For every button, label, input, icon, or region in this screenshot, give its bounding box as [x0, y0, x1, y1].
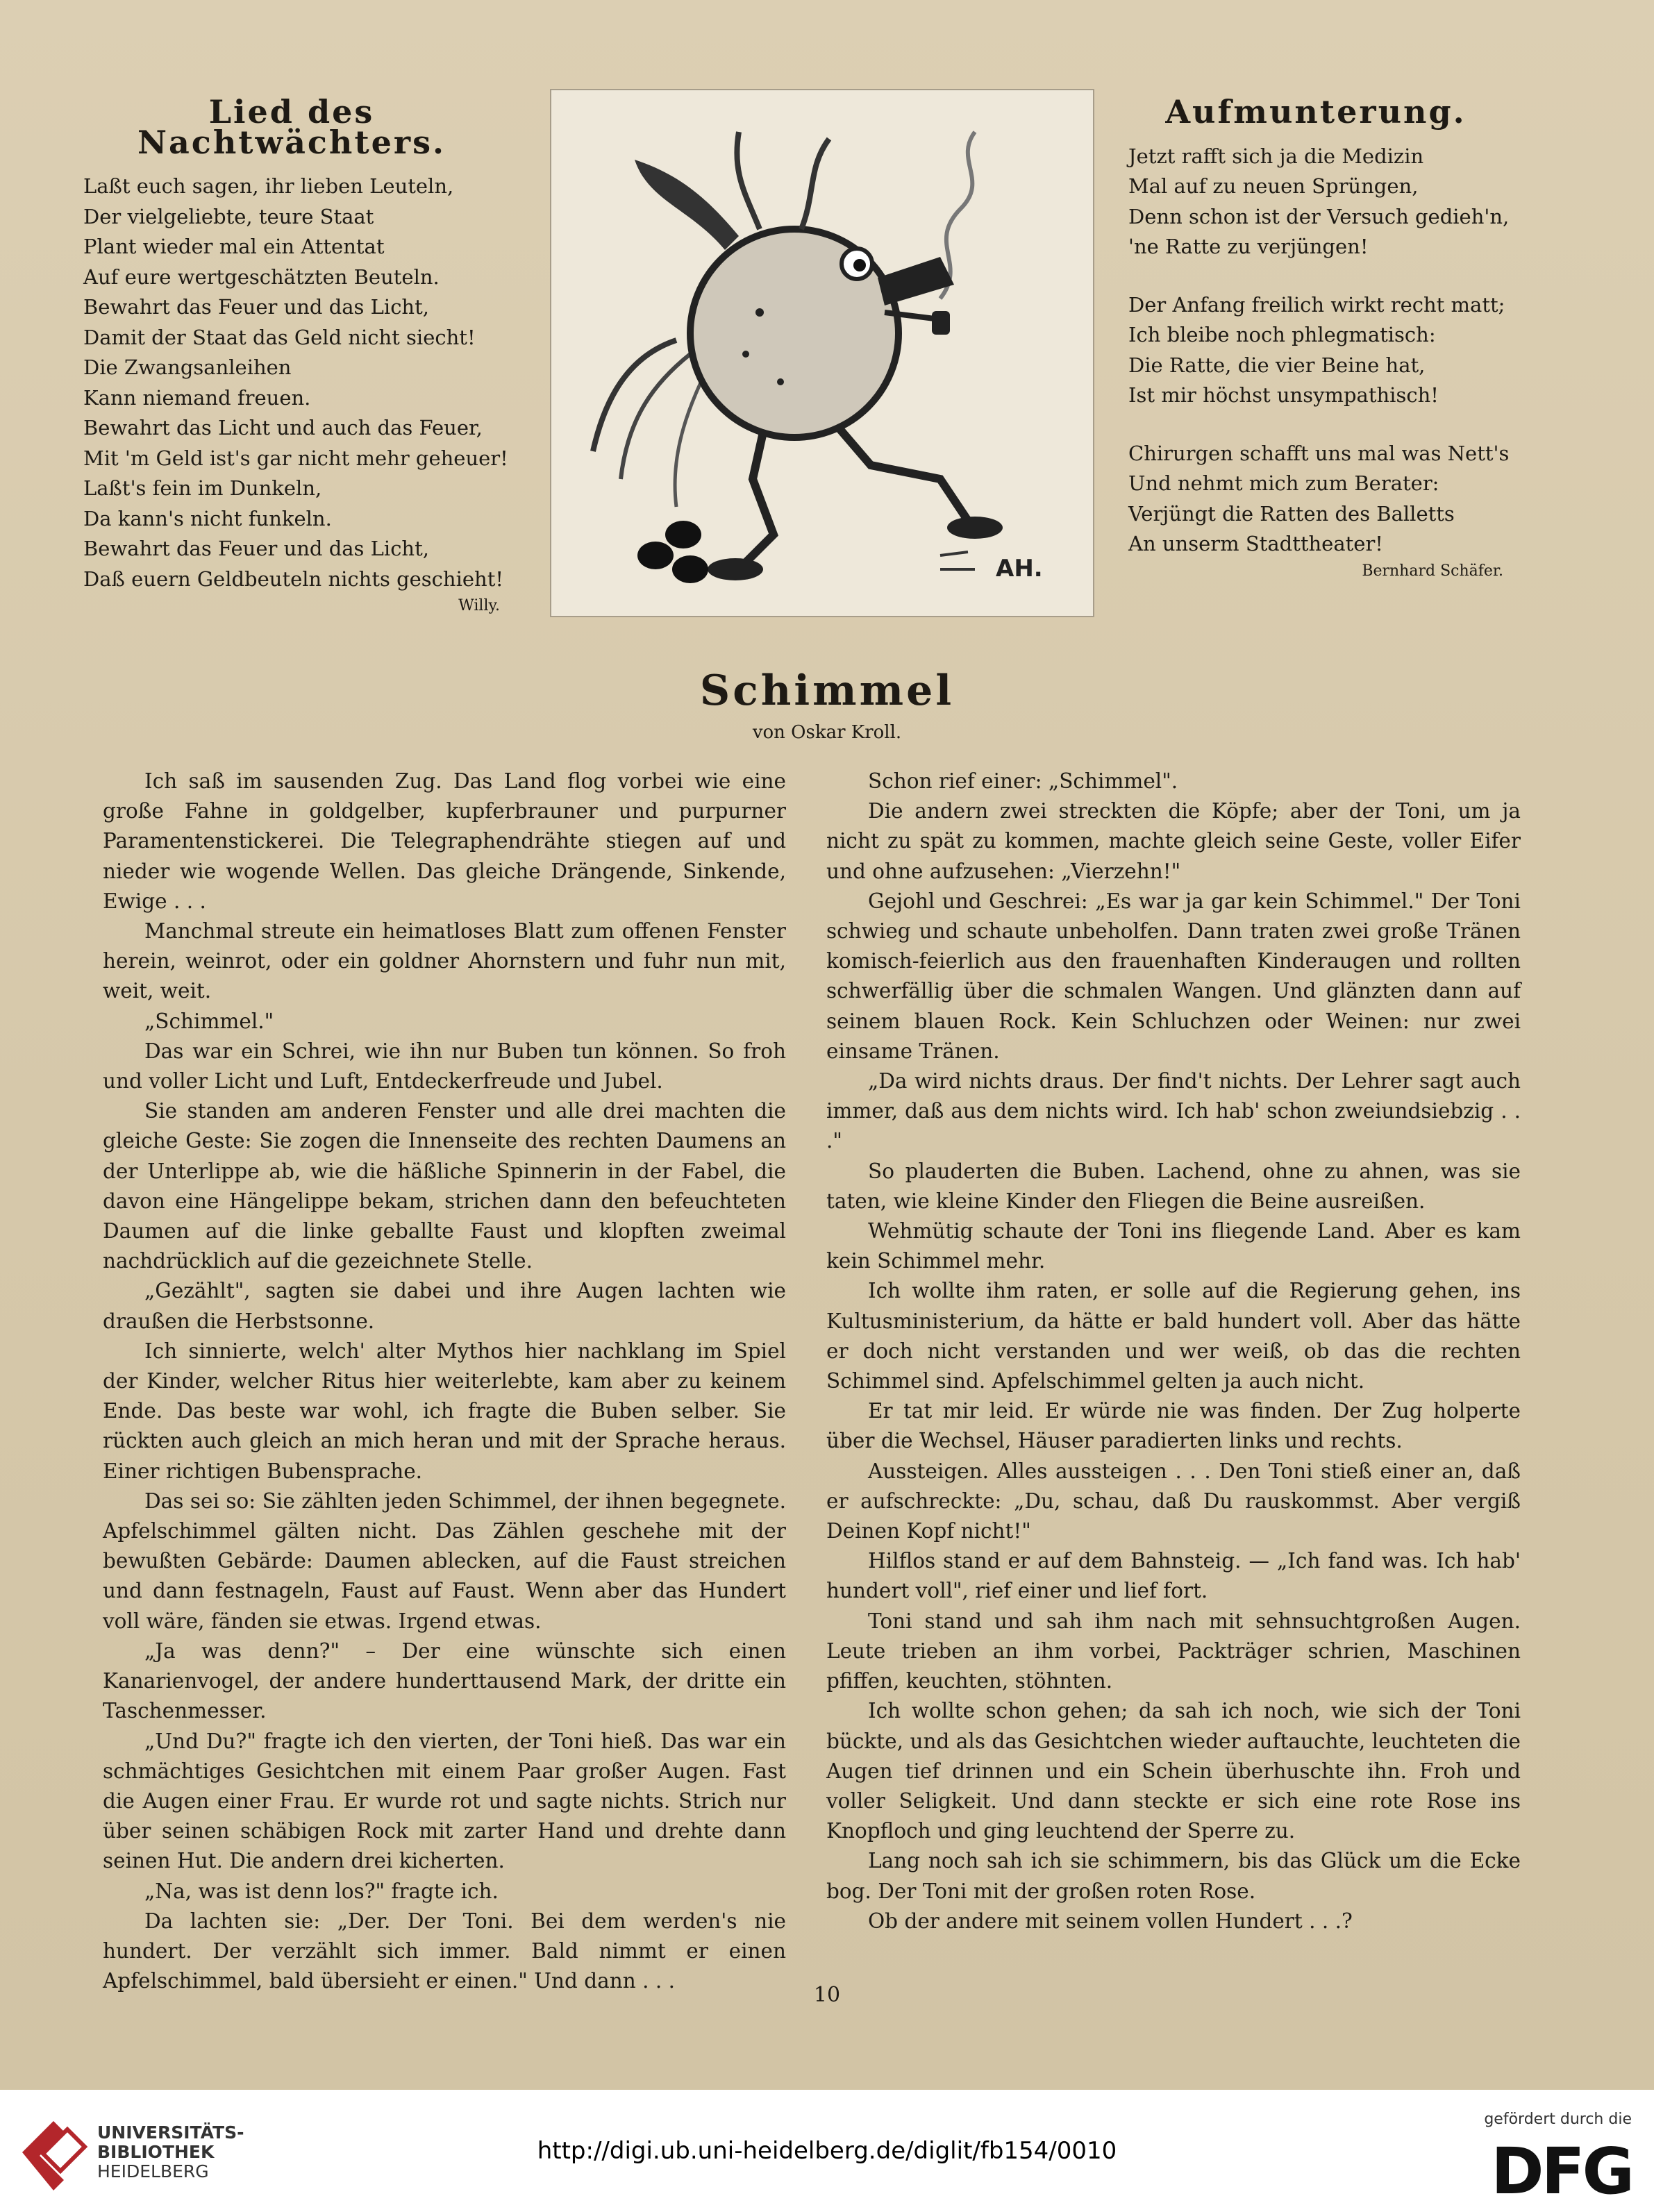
story-paragraph: „Schimmel." [144, 1009, 274, 1033]
poem-line: Bewahrt das Feuer und das Licht, [83, 295, 429, 319]
viewer-footer [0, 2090, 1654, 2212]
poem-line: Verjüngt die Ratten des Balletts [1128, 501, 1455, 526]
library-name-line2: BIBLIOTHEK [97, 2142, 215, 2162]
story-paragraph: Sie standen am anderen Fenster und alle drei machten die gleiche Geste: Sie zogen die Innenseite des rechten Daumens an der Unterlippe ab, wie die häßliche Spinnerin in der Fabel, die davon eine Hängelippe bekam, strichen dann den befeuchteten Daumen auf die linke geballte Faust und klopften zweimal nachdrücklich auf die gezeichnete Stelle. [103, 1099, 786, 1273]
story-paragraph: Aussteigen. Alles aussteigen . . . Den Toni stieß einer an, daß er aufschreckte: „Du, schau, daß Du rauskommst. Aber vergiß Deinen Kopf nicht!" [826, 1459, 1521, 1543]
poem-title: Lied des Nachtwächters. [137, 93, 446, 161]
poem-line: Chirurgen schafft uns mal was Nett's [1128, 441, 1510, 465]
story-paragraph: Hilflos stand er auf dem Bahnsteig. — „Ich fand was. Ich hab' hundert voll", rief einer und lief fort. [826, 1549, 1521, 1603]
story-paragraph: Die andern zwei streckten die Köpfe; aber der Toni, um ja nicht zu spät zu kommen, machte gleich seine Geste, voller Eifer und ohne aufzusehen: „Vierzehn!" [826, 799, 1521, 883]
poem-line: Laßt's fein im Dunkeln, [83, 476, 322, 500]
story-paragraph: Ich wollte ihm raten, er solle auf die Regierung gehen, ins Kultusministerium, da hätte er bald hundert voll. Aber das hätte er doch nicht verstanden und wer weiß, ob das die rechten Schimmel sind. Apfelschimmel gelten ja auch nicht. [826, 1279, 1521, 1393]
poem-aufmunterung [1128, 93, 1510, 582]
poem-line: Ist mir höchst unsympathisch! [1128, 383, 1439, 407]
poem-line: Kann niemand freuen. [83, 385, 311, 410]
poem-line: Der Anfang freilich wirkt recht matt; [1128, 292, 1505, 317]
story-paragraph: „Gezählt", sagten sie dabei und ihre Augen lachten wie draußen die Herbstsonne. [103, 1279, 786, 1333]
poem-line: Da kann's nicht funkeln. [83, 506, 332, 530]
story-column-left [103, 766, 786, 1996]
library-name-line1: UNIVERSITÄTS- [97, 2122, 244, 2143]
library-name-line3: HEIDELBERG [97, 2161, 209, 2181]
poem-line: Denn schon ist der Versuch gedieh'n, [1128, 204, 1510, 228]
story-paragraph: Ich wollte schon gehen; da sah ich noch, wie sich der Toni bückte, und als das Gesichtchen wieder auftauchte, leuchteten die Augen tief drinnen und ein Schein überhuschte ihn. Froh und voller Seligkeit. Und dann steckte er sich eine rote Rose ins Knopfloch und ging leuchtend der Sperre zu. [826, 1699, 1521, 1843]
poem-line: Plant wieder mal ein Attentat [83, 235, 385, 258]
poem-title: Aufmunterung. [1165, 93, 1467, 131]
poem-line: Die Ratte, die vier Beine hat, [1128, 353, 1426, 377]
poem-lines [1128, 142, 1510, 560]
story-paragraph: So plauderten die Buben. Lachend, ohne zu ahnen, was sie taten, wie kleine Kinder den Fliegen die Beine ausreißen. [826, 1159, 1521, 1213]
poem-nachtwaechter [83, 93, 508, 617]
stanza-gap [1128, 262, 1503, 290]
story-paragraph: „Na, was ist denn los?" fragte ich. [144, 1879, 499, 1903]
poem-line: Mal auf zu neuen Sprüngen, [1128, 174, 1419, 198]
permalink-url[interactable]: http://digi.ub.uni-heidelberg.de/diglit/fb154/0010 [537, 2137, 1117, 2165]
poem-line: Und nehmt mich zum Berater: [1128, 471, 1439, 495]
poem-line: Daß euern Geldbeuteln nichts geschieht! [83, 567, 504, 591]
poem-line: Die Zwangsanleihen [83, 355, 292, 379]
story-paragraph: Ich sinnierte, welch' alter Mythos hier nachklang im Spiel der Kinder, welcher Ritus hier weiterlebte, kam aber zu keinem Ende. Das beste war wohl, ich fragte die Buben selber. Sie rückten auch gleich an mich heran und mit der Sprache heraus. Einer richtigen Bubensprache. [103, 1339, 786, 1483]
story-title: Schimmel [699, 667, 955, 715]
poem-line: Mit 'm Geld ist's gar nicht mehr geheuer! [83, 446, 508, 470]
story-paragraph: „Ja was denn?" – Der eine wünschte sich einen Kanarienvogel, der andere hunderttausend Mark, der dritte ein Taschenmesser. [103, 1639, 786, 1723]
story-paragraph: Das war ein Schrei, wie ihn nur Buben tun können. So froh und voller Licht und Luft, Entdeckerfreude und Jubel. [103, 1039, 786, 1094]
story-paragraph: Lang noch sah ich sie schimmern, bis das Glück um die Ecke bog. Der Toni mit der großen roten Rose. [826, 1849, 1521, 1903]
poem-line: Ich bleibe noch phlegmatisch: [1128, 323, 1436, 346]
story-paragraph: Er tat mir leid. Er würde nie was finden. Der Zug holperte über die Wechsel, Häuser paradierten links und rechts. [826, 1399, 1521, 1453]
story-paragraph: „Und Du?" fragte ich den vierten, der Toni hieß. Das war ein schmächtiges Gesichtchen mit einem Paar großer Augen. Fast die Augen einer Frau. Er wurde rot und sagte nichts. Strich nur über seinen schäbigen Rock mit zarter Hand und drehte dann seinen Hut. Die andern drei kicherten. [103, 1729, 786, 1873]
poem-line: Der vielgeliebte, teure Staat [83, 204, 374, 228]
poem-author: Bernhard Schäfer. [1362, 562, 1503, 580]
dfg-logo[interactable]: DFG [1491, 2134, 1632, 2209]
poem-line: Laßt euch sagen, ihr lieben Leuteln, [83, 174, 454, 198]
poem-line: 'ne Ratte zu verjüngen! [1128, 235, 1369, 258]
story-paragraph: Ob der andere mit seinem vollen Hundert . . .? [868, 1909, 1353, 1933]
story-paragraph: Wehmütig schaute der Toni ins fliegende Land. Aber es kam kein Schimmel mehr. [826, 1219, 1521, 1273]
story-paragraph: Ich saß im sausenden Zug. Das Land flog vorbei wie eine große Fahne in goldgelber, kupferbrauner und purpurner Paramentenstickerei. Die Telegraphendrähte stiegen auf und nieder wie wogende Wellen. Das gleiche Drängende, Sinkende, Ewige . . . [103, 769, 786, 913]
poem-line: Damit der Staat das Geld nicht siecht! [83, 325, 476, 349]
page-number: 10 [813, 1983, 841, 2007]
poem-author: Willy. [458, 597, 500, 614]
stanza-gap [1128, 411, 1503, 439]
story-byline: von Oskar Kroll. [752, 722, 902, 743]
story-paragraph: Schon rief einer: „Schimmel". [868, 769, 1178, 793]
cartoon-drawing [551, 90, 1093, 616]
poem-lines [83, 171, 508, 594]
story-paragraph: Toni stand und sah ihm nach mit sehnsuchtgroßen Augen. Leute trieben an ihm vorbei, Packträger schrien, Maschinen pfiffen, keuchten, stöhnten. [826, 1609, 1521, 1693]
cartoon-signature: AH. [996, 555, 1043, 583]
poem-line: Bewahrt das Feuer und das Licht, [83, 537, 429, 560]
poem-line: An unserm Stadttheater! [1128, 532, 1383, 555]
story-paragraph: Manchmal streute ein heimatloses Blatt zum offenen Fenster herein, weinrot, oder ein goldner Ahornstern und fuhr nun mit, weit, weit. [103, 919, 786, 1003]
poem-line: Jetzt rafft sich ja die Medizin [1128, 144, 1424, 168]
poem-line: Bewahrt das Licht und auch das Feuer, [83, 416, 483, 439]
story-paragraph: Da lachten sie: „Der. Der Toni. Bei dem werden's nie hundert. Der verzählt sich immer. Bald nimmt er einen Apfelschimmel, bald übersieht er einen." Und dann . . . [103, 1909, 786, 1993]
funding-label: gefördert durch die [1484, 2111, 1632, 2128]
cartoon-illustration [550, 89, 1094, 617]
story-column-right [826, 766, 1521, 1936]
story-paragraph: Das sei so: Sie zählten jeden Schimmel, der ihnen begegnete. Apfelschimmel gälten nicht. Das Zählen geschehe mit der bewußten Gebärde: Daumen ablecken, auf die Faust streichen und dann festnageln, Faust auf Faust. Wenn aber das Hundert voll wäre, fänden sie etwas. Irgend etwas. [103, 1489, 786, 1633]
poem-line: Auf eure wertgeschätzten Beuteln. [83, 265, 440, 289]
story-paragraph: „Da wird nichts draus. Der find't nichts. Der Lehrer sagt auch immer, daß aus dem nichts wird. Ich hab' schon zweiundsiebzig . . ." [826, 1069, 1521, 1153]
story-paragraph: Gejohl und Geschrei: „Es war ja gar kein Schimmel." Der Toni schwieg und schaute unbeholfen. Dann traten zwei große Tränen komisch-feierlich aus den frauenhaften Kinderaugen und rollten schwerfällig über die schmalen Wangen. Und glänzten dann auf seinem blauen Rock. Kein Schluchzen oder Weinen: nur zwei einsame Tränen. [826, 889, 1521, 1063]
